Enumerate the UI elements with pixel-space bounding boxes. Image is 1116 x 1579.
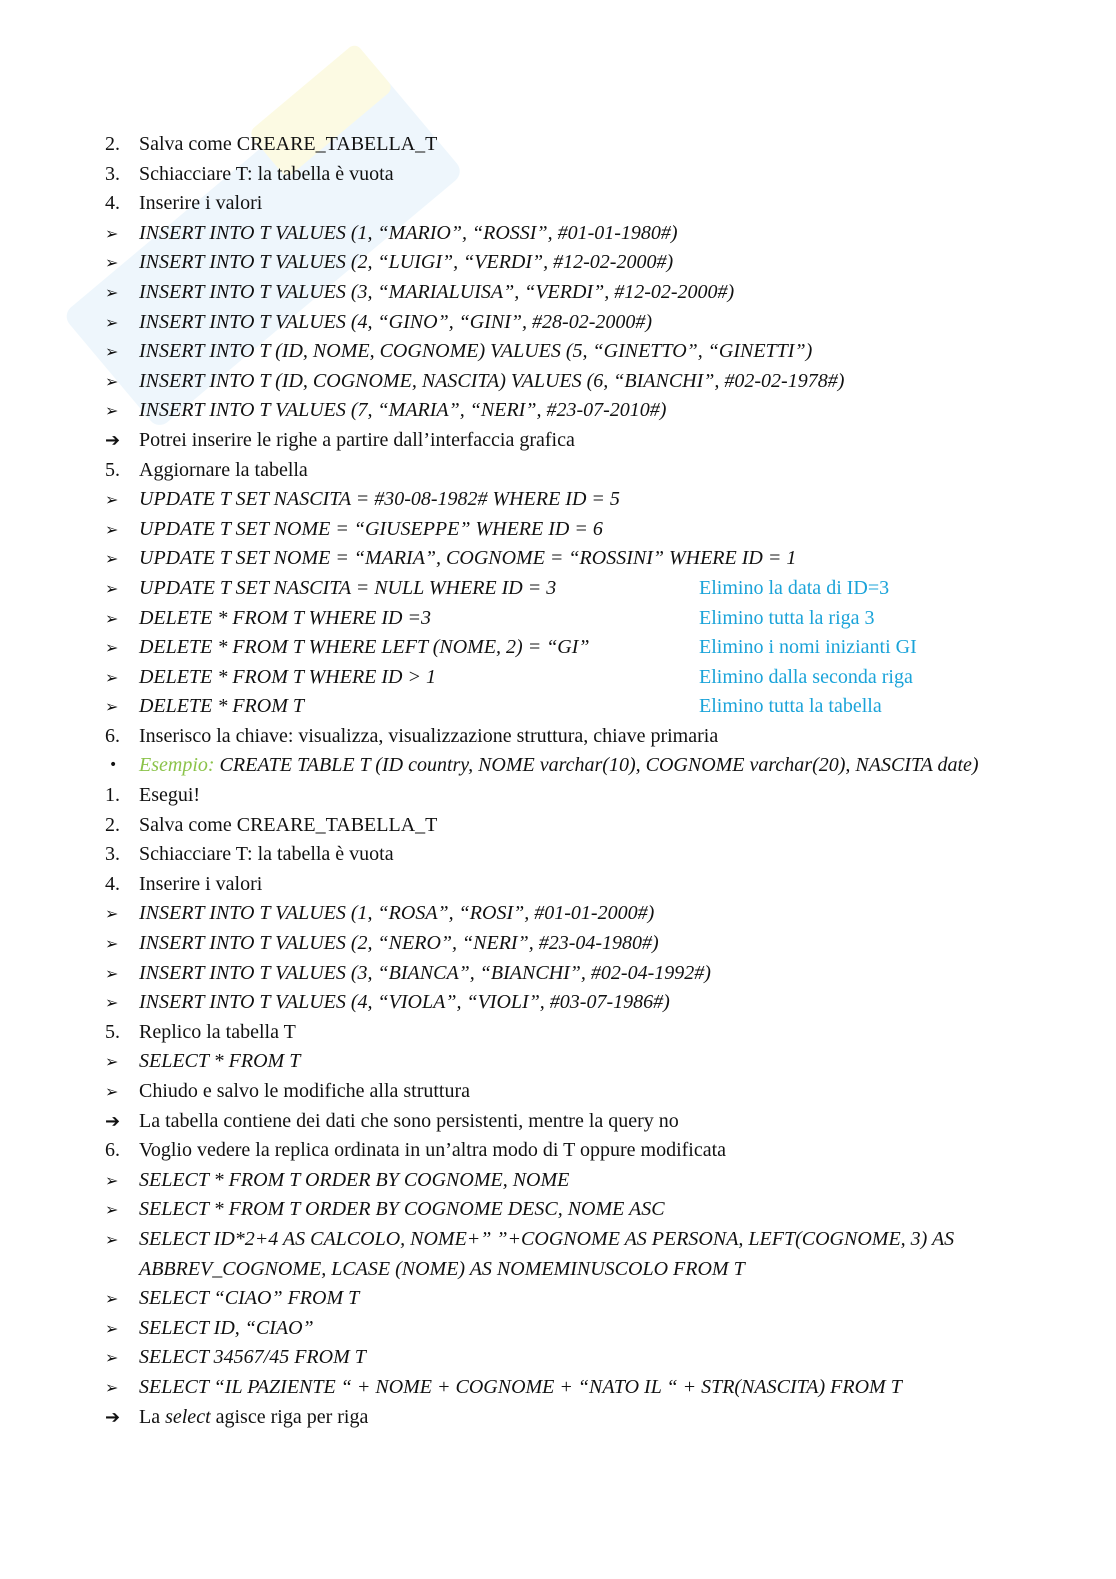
list-item bbox=[105, 633, 1005, 663]
list-item bbox=[105, 1343, 1005, 1373]
chevron-bullet-icon: ➢ bbox=[105, 638, 119, 658]
chevron-bullet-icon: ➢ bbox=[105, 697, 119, 717]
line-text: DELETE * FROM T bbox=[139, 695, 304, 718]
line-text: Inserisco la chiave: visualizza, visualizzazione struttura, chiave primaria bbox=[139, 724, 719, 747]
chevron-bullet-icon: ➢ bbox=[105, 1229, 119, 1249]
chevron-bullet-icon: ➢ bbox=[105, 1289, 119, 1309]
line-text: INSERT INTO T VALUES (4, “GINO”, “GINI”, #28-02-2000#) bbox=[139, 310, 653, 333]
list-item bbox=[105, 396, 1005, 426]
line-text: DELETE * FROM T WHERE ID > 1 bbox=[139, 665, 436, 688]
list-number: 2. bbox=[105, 133, 120, 155]
list-item bbox=[105, 544, 1005, 574]
line-text: SELECT * FROM T bbox=[139, 1050, 301, 1073]
line-text: SELECT “IL PAZIENTE “ + NOME + COGNOME + “NATO IL “ + STR(NASCITA) FROM T bbox=[139, 1375, 902, 1398]
list-item bbox=[105, 840, 1005, 870]
line-text: INSERT INTO T VALUES (3, “BIANCA”, “BIANCHI”, #02-04-1992#) bbox=[139, 961, 711, 984]
chevron-bullet-icon: ➢ bbox=[105, 519, 119, 539]
chevron-bullet-icon: ➢ bbox=[105, 904, 119, 924]
list-number: 6. bbox=[105, 724, 120, 747]
document-body bbox=[105, 130, 1005, 1432]
list-number: 4. bbox=[105, 192, 120, 215]
line-text: INSERT INTO T (ID, NOME, COGNOME) VALUES (5, “GINETTO”, “GINETTI”) bbox=[139, 340, 813, 363]
line-text: Potrei inserire le righe a partire dall’interfaccia grafica bbox=[139, 428, 575, 451]
line-text: Esegui! bbox=[139, 784, 201, 807]
chevron-bullet-icon: ➢ bbox=[105, 667, 119, 687]
chevron-bullet-icon: ➢ bbox=[105, 934, 119, 954]
chevron-bullet-icon: ➢ bbox=[105, 608, 119, 628]
side-note: Elimino tutta la tabella bbox=[699, 695, 882, 718]
list-number: 4. bbox=[105, 872, 120, 895]
list-item bbox=[105, 160, 1005, 190]
list-number: 1. bbox=[105, 784, 120, 807]
line-text: CREATE TABLE T (ID country, NOME varchar(10), COGNOME varchar(20), NASCITA date) bbox=[219, 754, 979, 777]
list-item bbox=[105, 899, 1005, 929]
list-number: 5. bbox=[105, 1020, 120, 1043]
line-text-emphasis: select bbox=[165, 1405, 211, 1428]
line-text: SELECT * FROM T ORDER BY COGNOME DESC, NOME ASC bbox=[139, 1198, 665, 1221]
list-item bbox=[105, 811, 1005, 841]
list-item bbox=[105, 870, 1005, 900]
line-text: UPDATE T SET NOME = “GIUSEPPE” WHERE ID = 6 bbox=[139, 517, 603, 540]
chevron-bullet-icon: ➢ bbox=[105, 223, 119, 243]
list-item bbox=[105, 1314, 1005, 1344]
line-text: SELECT * FROM T ORDER BY COGNOME, NOME bbox=[139, 1168, 570, 1191]
chevron-bullet-icon: ➢ bbox=[105, 401, 119, 421]
line-text: Chiudo e salvo le modifiche alla struttura bbox=[139, 1080, 471, 1102]
line-text: INSERT INTO T VALUES (3, “MARIALUISA”, “VERDI”, #12-02-2000#) bbox=[139, 280, 735, 303]
list-item bbox=[105, 574, 1005, 604]
chevron-bullet-icon: ➢ bbox=[105, 1377, 119, 1397]
list-item bbox=[105, 1166, 1005, 1196]
list-item bbox=[105, 219, 1005, 249]
list-item bbox=[105, 515, 1005, 545]
list-item bbox=[105, 308, 1005, 338]
chevron-bullet-icon: ➢ bbox=[105, 371, 119, 391]
line-text: Salva come CREARE_TABELLA_T bbox=[139, 813, 438, 836]
side-note: Elimino la data di ID=3 bbox=[699, 576, 890, 599]
line-text: INSERT INTO T VALUES (1, “ROSA”, “ROSI”, #01-01-2000#) bbox=[139, 902, 655, 925]
list-item bbox=[105, 781, 1005, 811]
chevron-bullet-icon: ➢ bbox=[105, 1082, 119, 1101]
list-item bbox=[105, 1136, 1005, 1166]
line-text: Voglio vedere la replica ordinata in un’altra modo di T oppure modificata bbox=[139, 1139, 727, 1162]
list-item bbox=[105, 337, 1005, 367]
chevron-bullet-icon: ➢ bbox=[105, 1200, 119, 1220]
bullet-icon: • bbox=[109, 757, 118, 774]
line-text: Salva come CREARE_TABELLA_T bbox=[139, 133, 438, 155]
chevron-bullet-icon: ➢ bbox=[105, 312, 119, 332]
arrow-right-icon: ➔ bbox=[105, 429, 121, 451]
chevron-bullet-icon: ➢ bbox=[105, 578, 119, 598]
line-text: DELETE * FROM T WHERE LEFT (NOME, 2) = “GI” bbox=[139, 636, 590, 659]
list-item bbox=[105, 751, 1005, 781]
line-text: INSERT INTO T VALUES (7, “MARIA”, “NERI”, #23-07-2010#) bbox=[139, 399, 667, 422]
line-text: UPDATE T SET NASCITA = #30-08-1982# WHERE ID = 5 bbox=[139, 488, 620, 511]
chevron-bullet-icon: ➢ bbox=[105, 1318, 119, 1338]
list-item bbox=[105, 278, 1005, 308]
list-item bbox=[105, 130, 1005, 160]
list-number: 6. bbox=[105, 1139, 120, 1162]
list-item bbox=[105, 189, 1005, 219]
list-item bbox=[105, 1284, 1005, 1314]
list-item bbox=[105, 1077, 1005, 1107]
side-note: Elimino dalla seconda riga bbox=[699, 665, 913, 688]
list-item bbox=[105, 663, 1005, 693]
list-item bbox=[105, 722, 1005, 752]
side-note: Elimino tutta la riga 3 bbox=[699, 606, 875, 629]
chevron-bullet-icon: ➢ bbox=[105, 963, 119, 983]
list-item bbox=[105, 1018, 1005, 1048]
line-text: INSERT INTO T VALUES (2, “NERO”, “NERI”, #23-04-1980#) bbox=[139, 932, 659, 955]
line-text: UPDATE T SET NASCITA = NULL WHERE ID = 3 bbox=[139, 576, 557, 599]
line-text: Inserire i valori bbox=[139, 872, 263, 895]
list-item bbox=[105, 988, 1005, 1018]
line-text: Schiacciare T: la tabella è vuota bbox=[139, 162, 394, 185]
line-text: SELECT 34567/45 FROM T bbox=[139, 1346, 366, 1369]
list-item bbox=[105, 367, 1005, 397]
chevron-bullet-icon: ➢ bbox=[105, 993, 119, 1013]
list-item bbox=[105, 1403, 1005, 1433]
example-label: Esempio: bbox=[139, 754, 215, 777]
line-text: Aggiornare la tabella bbox=[139, 458, 308, 481]
side-note: Elimino i nomi inizianti GI bbox=[699, 636, 917, 659]
arrow-right-icon: ➔ bbox=[105, 1110, 121, 1132]
list-item bbox=[105, 248, 1005, 278]
line-text: DELETE * FROM T WHERE ID =3 bbox=[139, 606, 431, 629]
chevron-bullet-icon: ➢ bbox=[105, 1170, 119, 1190]
list-item bbox=[105, 1225, 1005, 1284]
line-text: INSERT INTO T VALUES (2, “LUIGI”, “VERDI”, #12-02-2000#) bbox=[139, 251, 674, 274]
list-item bbox=[105, 604, 1005, 634]
list-number: 3. bbox=[105, 162, 120, 185]
chevron-bullet-icon: ➢ bbox=[105, 282, 119, 302]
list-item bbox=[105, 1195, 1005, 1225]
line-text: INSERT INTO T VALUES (1, “MARIO”, “ROSSI”, #01-01-1980#) bbox=[139, 221, 678, 244]
line-text: SELECT “CIAO” FROM T bbox=[139, 1287, 360, 1310]
chevron-bullet-icon: ➢ bbox=[105, 1052, 119, 1072]
chevron-bullet-icon: ➢ bbox=[105, 1348, 119, 1368]
list-item bbox=[105, 929, 1005, 959]
list-item bbox=[105, 1373, 1005, 1403]
line-text: SELECT ID, “CIAO” bbox=[139, 1316, 314, 1339]
line-text: Inserire i valori bbox=[139, 192, 263, 215]
line-text-post: agisce riga per riga bbox=[215, 1405, 369, 1428]
chevron-bullet-icon: ➢ bbox=[105, 490, 119, 510]
list-item bbox=[105, 692, 1005, 722]
line-text: INSERT INTO T VALUES (4, “VIOLA”, “VIOLI”, #03-07-1986#) bbox=[139, 991, 670, 1014]
line-text: INSERT INTO T (ID, COGNOME, NASCITA) VALUES (6, “BIANCHI”, #02-02-1978#) bbox=[139, 369, 845, 392]
line-text: SELECT ID*2+4 AS CALCOLO, NOME+” ”+COGNOME AS PERSONA, LEFT(COGNOME, 3) AS ABBREV_COGNOME, LCASE (NOME) AS NOMEMINUSCOLO FROM T bbox=[139, 1227, 955, 1280]
list-number: 5. bbox=[105, 458, 120, 481]
chevron-bullet-icon: ➢ bbox=[105, 549, 119, 569]
list-item bbox=[105, 485, 1005, 515]
line-text: Replico la tabella T bbox=[139, 1020, 296, 1043]
list-item bbox=[105, 1107, 1005, 1137]
chevron-bullet-icon: ➢ bbox=[105, 253, 119, 273]
line-text: La tabella contiene dei dati che sono persistenti, mentre la query no bbox=[139, 1109, 679, 1132]
list-number: 3. bbox=[105, 843, 120, 866]
line-text-pre: La bbox=[139, 1405, 161, 1428]
list-item bbox=[105, 456, 1005, 486]
list-item bbox=[105, 959, 1005, 989]
list-item bbox=[105, 426, 1005, 456]
chevron-bullet-icon: ➢ bbox=[105, 342, 119, 362]
arrow-right-icon: ➔ bbox=[105, 1406, 121, 1428]
line-text: Schiacciare T: la tabella è vuota bbox=[139, 843, 394, 866]
list-item bbox=[105, 1047, 1005, 1077]
list-number: 2. bbox=[105, 813, 120, 836]
line-text: UPDATE T SET NOME = “MARIA”, COGNOME = “ROSSINI” WHERE ID = 1 bbox=[139, 547, 797, 570]
